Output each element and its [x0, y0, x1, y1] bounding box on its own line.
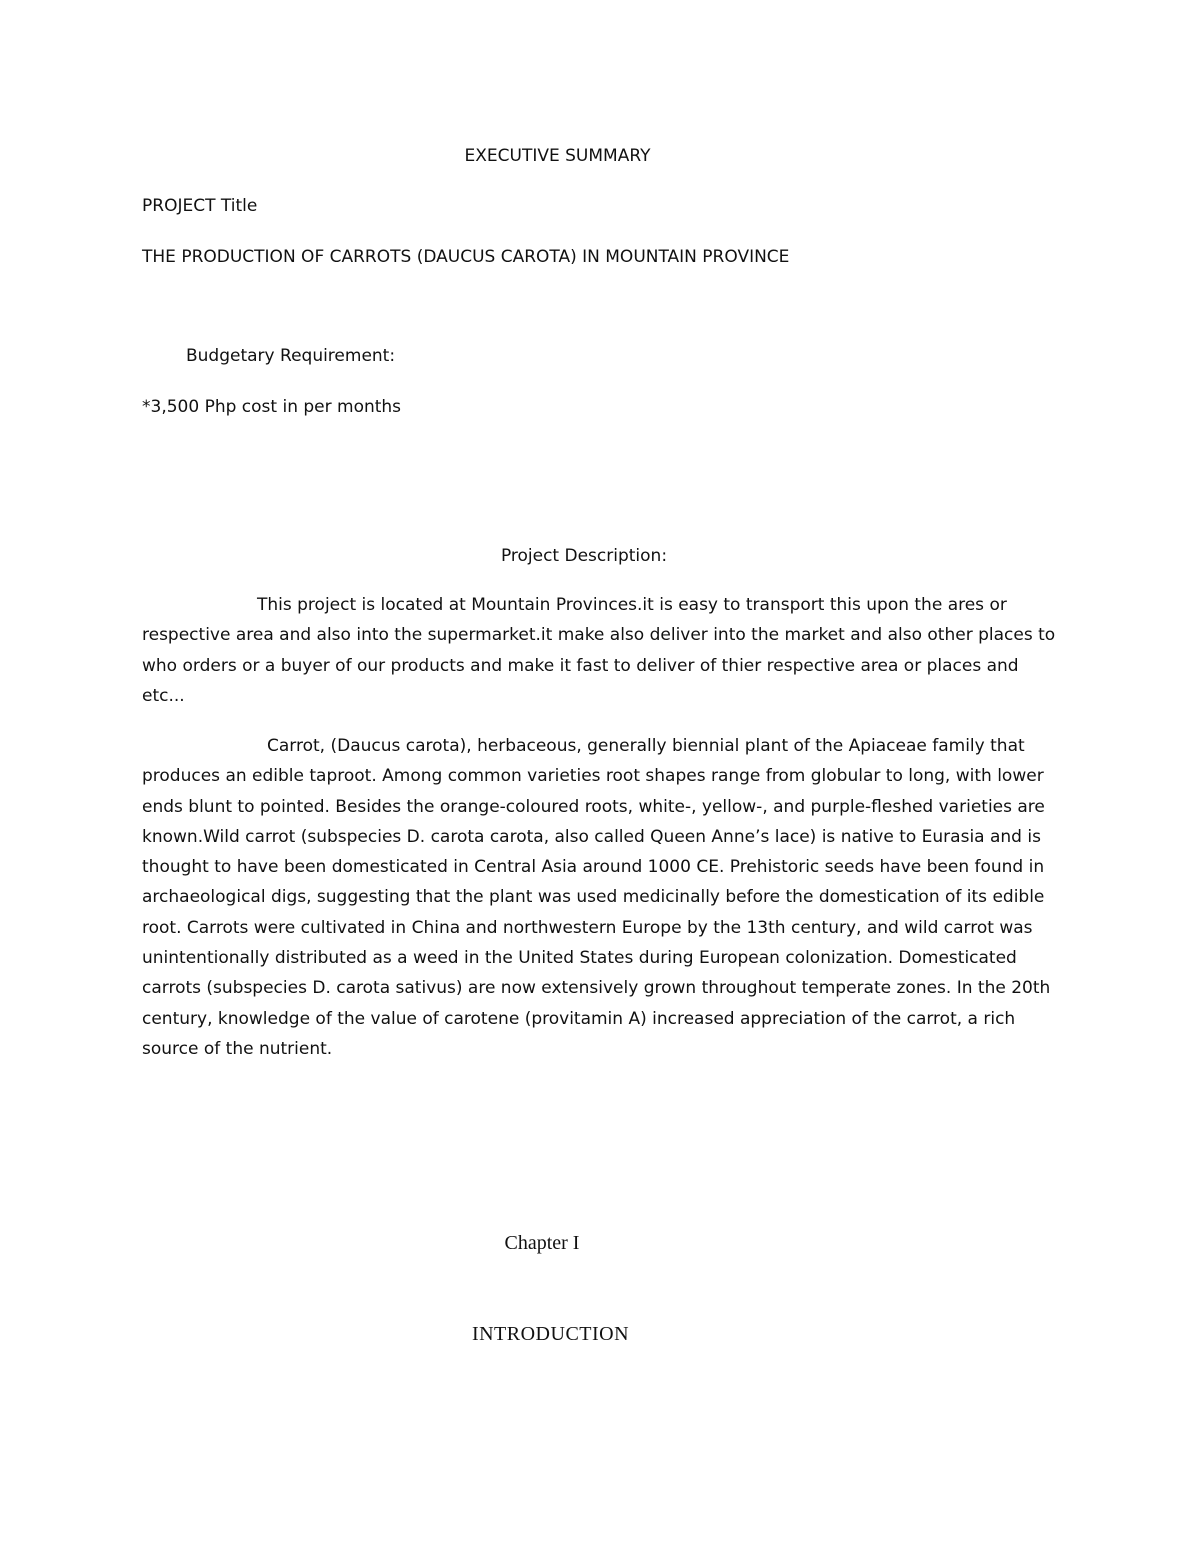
description-paragraph-2 [142, 731, 1062, 1064]
description-paragraph-1 [142, 590, 1062, 711]
introduction-heading: INTRODUCTION [471, 1323, 630, 1345]
description-paragraph-1-text: This project is located at Mountain Provinces.it is easy to transport this upon the ares or respective area and also into the supermarket.it make also deliver into the market and also other places to who orders or a buyer of our products and make it fast to deliver of thier respective area or places and etc... [142, 595, 1056, 706]
project-title-value: THE PRODUCTION OF CARROTS (DAUCUS CAROTA) IN MOUNTAIN PROVINCE [142, 247, 790, 267]
budget-value: *3,500 Php cost in per months [142, 397, 402, 417]
description-paragraph-2-text: Carrot, (Daucus carota), herbaceous, generally biennial plant of the Apiaceae family that produces an edible taproot. Among common varieties root shapes range from globular to long, with lower ends blunt to pointed. Besides the orange-coloured roots, white-, yellow-, and purple-fleshed varieties are known.Wild carrot (subspecies D. carota carota, also called Queen Anne’s lace) is native to Eurasia and is thought to have been domesticated in Central Asia around 1000 CE. Prehistoric seeds have been found in archaeological digs, suggesting that the plant was used medicinally before the domestication of its edible root. Carrots were cultivated in China and northwestern Europe by the 13th century, and wild carrot was unintentionally distributed as a weed in the United States during European colonization. Domesticated carrots (subspecies D. carota sativus) are now extensively grown throughout temperate zones. In the 20th century, knowledge of the value of carotene (provitamin A) increased appreciation of the carrot, a rich source of the nutrient. [142, 736, 1051, 1059]
budget-label: Budgetary Requirement: [186, 346, 396, 366]
chapter-label: Chapter I [504, 1232, 580, 1254]
project-title-label: PROJECT Title [142, 196, 258, 216]
project-description-heading: Project Description: [500, 546, 668, 566]
executive-summary-title: EXECUTIVE SUMMARY [464, 146, 651, 166]
